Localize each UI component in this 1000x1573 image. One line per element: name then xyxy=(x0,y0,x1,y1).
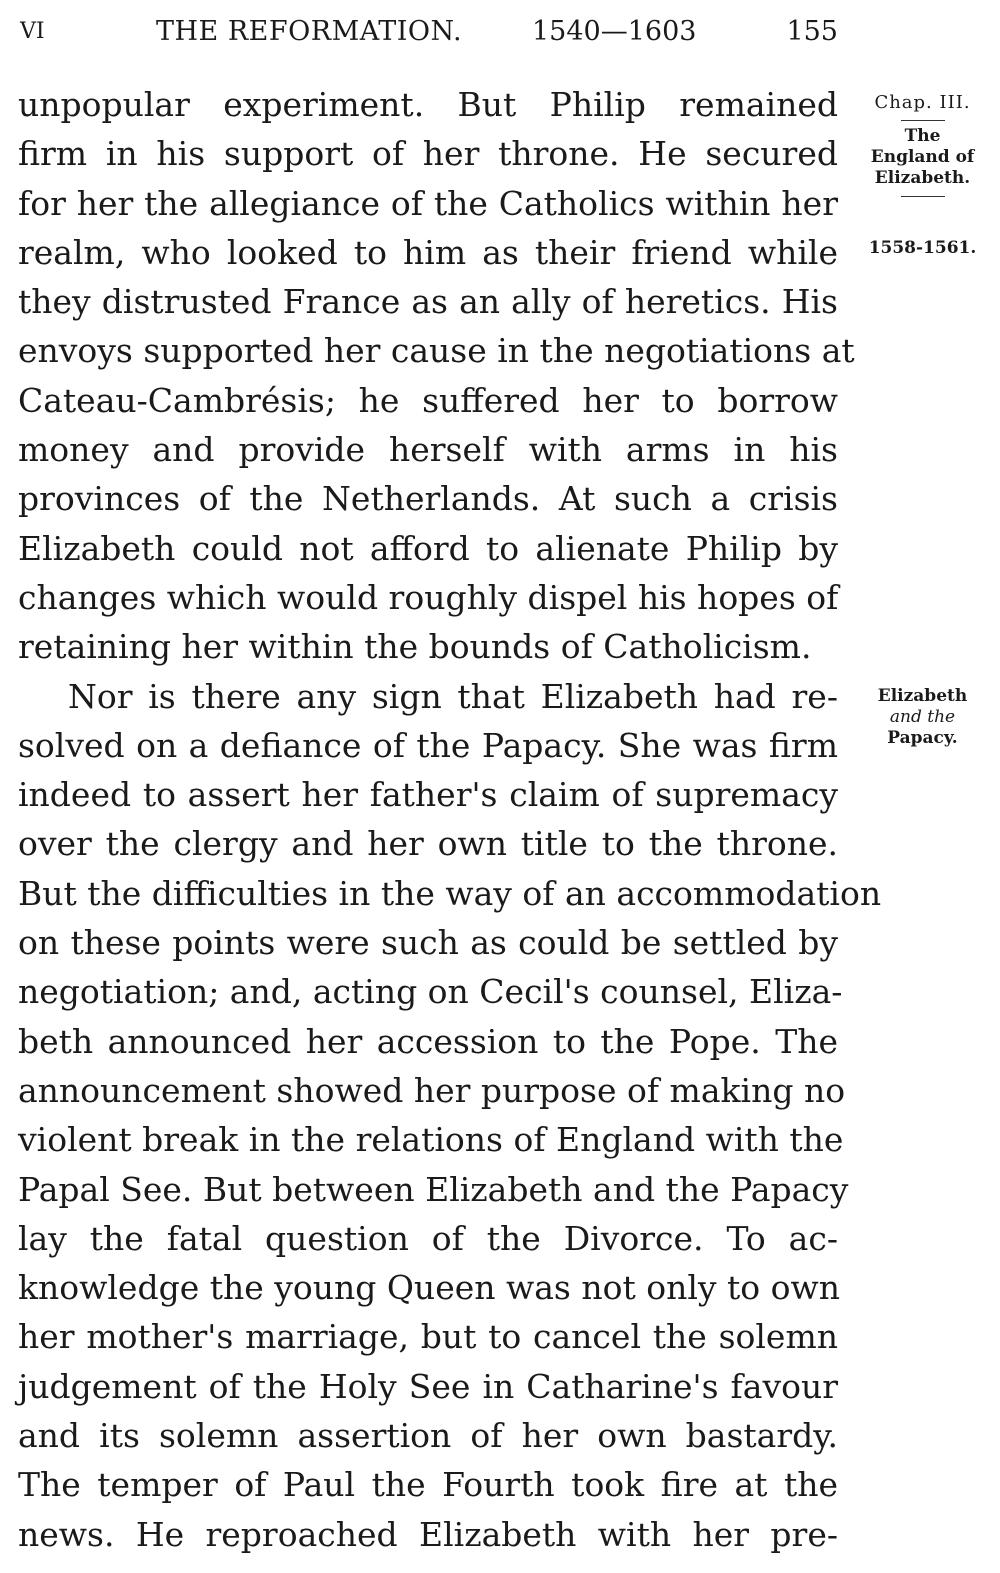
marginal-note-line: Papacy. xyxy=(887,728,958,748)
page-number: 155 xyxy=(786,16,838,47)
marginal-note-line: and the xyxy=(889,707,956,727)
header-section-number: VI xyxy=(20,19,45,44)
body-line: envoys supported her cause in the negotiations at xyxy=(18,331,855,371)
body-line: indeed to assert her father's claim of supremacy xyxy=(18,775,838,815)
header-title: THE REFORMATION. xyxy=(156,16,463,47)
marginal-years: 1558-1561. xyxy=(868,238,977,258)
body-line: negotiation; and, acting on Cecil's counsel, Eliza- xyxy=(18,972,843,1012)
marginal-note-line: Elizabeth. xyxy=(874,168,971,188)
body-line: over the clergy and her own title to the throne. xyxy=(18,824,838,864)
body-line: and its solemn assertion of her own bastardy. xyxy=(18,1416,838,1456)
body-line: news. He reproached Elizabeth with her pre- xyxy=(18,1514,838,1554)
body-line: solved on a defiance of the Papacy. She was firm xyxy=(18,725,838,765)
marginal-chapter xyxy=(850,92,995,128)
body-line: Elizabeth could not afford to alienate Philip by xyxy=(18,528,838,568)
body-line: But the difficulties in the way of an accommodation xyxy=(18,873,882,913)
body-text xyxy=(18,80,882,1559)
marginal-note-papacy xyxy=(850,686,995,749)
body-line: Papal See. But between Elizabeth and the Papacy xyxy=(18,1169,849,1209)
body-line: provinces of the Netherlands. At such a crisis xyxy=(18,479,838,519)
body-line: beth announced her accession to the Pope. The xyxy=(18,1021,838,1061)
body-line: judgement of the Holy See in Catharine's favour xyxy=(18,1366,838,1406)
body-line: changes which would roughly dispel his hopes of xyxy=(18,577,839,617)
body-line: realm, who looked to him as their friend while xyxy=(18,232,838,272)
body-line: Nor is there any sign that Elizabeth had re- xyxy=(68,676,838,716)
body-line: firm in his support of her throne. He secured xyxy=(18,134,838,174)
body-line: violent break in the relations of England with the xyxy=(18,1120,844,1160)
marginal-note-line: Elizabeth xyxy=(877,686,968,706)
body-line: unpopular experiment. But Philip remained xyxy=(18,85,838,124)
marginal-note-line: The xyxy=(904,126,941,146)
body-line: retaining her within the bounds of Catholicism. xyxy=(18,627,812,667)
marginal-note-line: England of xyxy=(870,147,975,167)
marginal-rule xyxy=(901,120,945,121)
marginal-chapter-label: Chap. III. xyxy=(874,92,971,113)
body-line: money and provide herself with arms in his xyxy=(18,430,838,470)
body-line: her mother's marriage, but to cancel the solemn xyxy=(18,1317,838,1357)
running-header xyxy=(20,14,840,50)
body-line: they distrusted France as an ally of heretics. His xyxy=(18,282,838,322)
marginal-rule xyxy=(901,196,945,197)
body-line: announcement showed her purpose of making no xyxy=(18,1070,846,1110)
body-line: for her the allegiance of the Catholics within her xyxy=(18,183,838,223)
marginal-note-england xyxy=(850,126,995,204)
body-line: on these points were such as could be settled by xyxy=(18,923,838,963)
body-line: Cateau-Cambrésis; he suffered her to borrow xyxy=(18,380,838,420)
header-dates: 1540—1603 xyxy=(532,16,697,47)
body-line: knowledge the young Queen was not only to own xyxy=(18,1268,841,1308)
body-line: lay the fatal question of the Divorce. To ac- xyxy=(18,1218,838,1258)
body-line: The temper of Paul the Fourth took fire at the xyxy=(18,1465,838,1505)
